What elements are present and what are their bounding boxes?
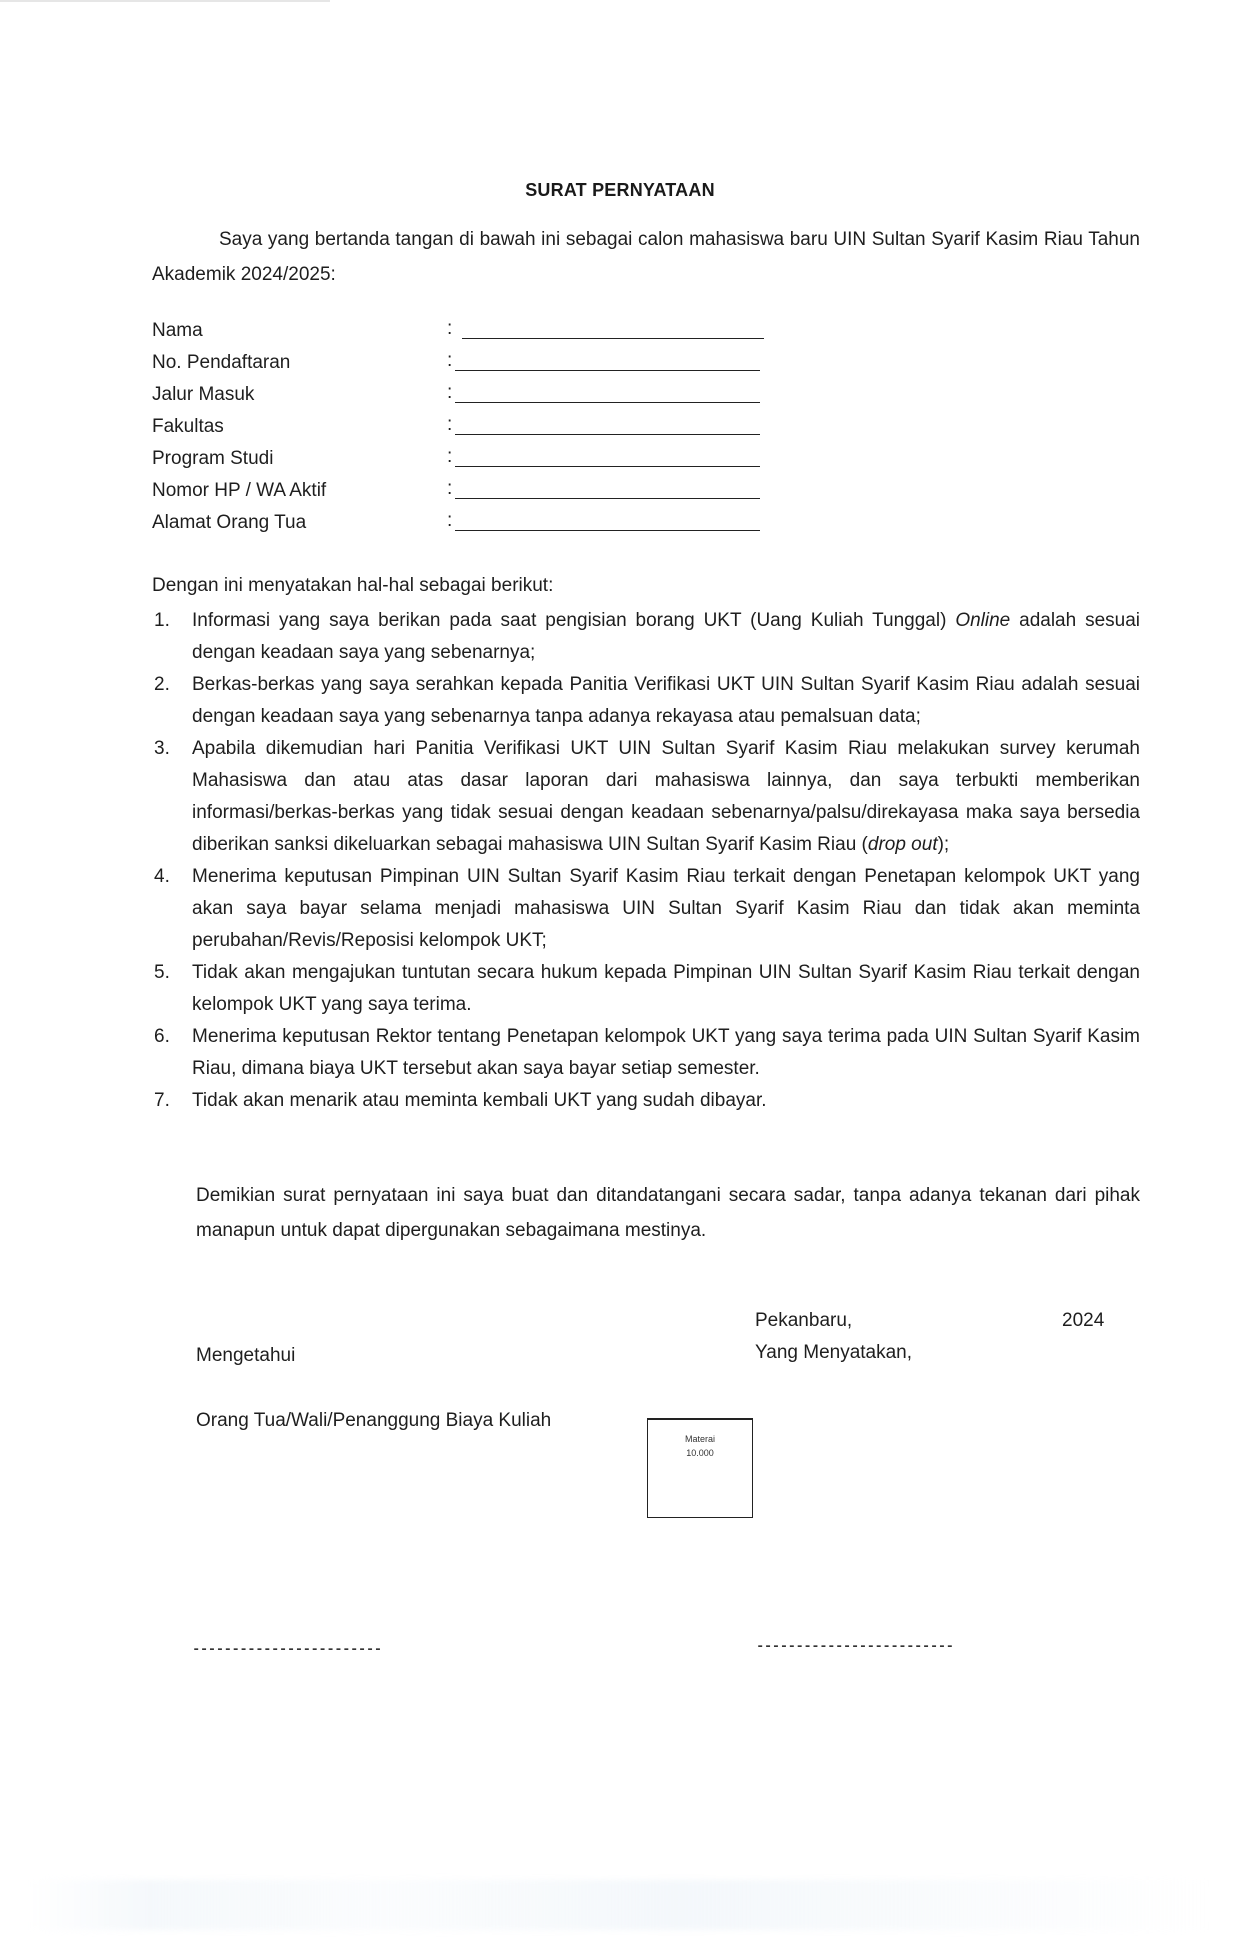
statement-item — [152, 861, 1140, 957]
field-program-studi — [152, 444, 772, 476]
field-colon: : — [447, 350, 453, 371]
identity-fields — [152, 316, 772, 540]
statement-item — [152, 957, 1140, 1021]
item-number: 4. — [154, 866, 170, 887]
field-label: Fakultas — [152, 416, 224, 437]
field-colon: : — [447, 446, 453, 467]
field-label: Jalur Masuk — [152, 384, 255, 405]
blank-line-program-studi[interactable] — [455, 466, 760, 467]
blank-line-alamat-orang-tua[interactable] — [455, 530, 760, 531]
scan-bleed-artifact — [30, 1880, 1210, 1930]
item-text: Informasi yang saya berikan pada saat pengisian borang UKT (Uang Kuliah Tunggal) — [192, 610, 956, 631]
blank-line-jalur-masuk[interactable] — [455, 402, 760, 403]
item-number: 5. — [154, 962, 170, 983]
guardian-label: Orang Tua/Wali/Penanggung Biaya Kuliah — [196, 1410, 552, 1431]
field-label: Alamat Orang Tua — [152, 512, 307, 533]
blank-line-fakultas[interactable] — [455, 434, 760, 435]
item-text: Tidak akan mengajukan tuntutan secara hukum kepada Pimpinan UIN Sultan Syarif Kasim Riau terkait dengan kelompok UKT yang saya terima. — [192, 962, 1140, 1015]
field-no-pendaftaran — [152, 348, 772, 380]
statement-item — [152, 733, 1140, 861]
statement-item — [152, 1021, 1140, 1085]
item-text-italic: drop out — [867, 834, 938, 855]
item-text: Tidak akan menarik atau meminta kembali UKT yang sudah dibayar. — [192, 1090, 767, 1111]
document-title: SURAT PERNYATAAN — [525, 180, 715, 200]
item-number: 6. — [154, 1026, 170, 1047]
declarer-label: Yang Menyatakan, — [755, 1342, 913, 1363]
field-nomor-hp — [152, 476, 772, 508]
item-text-italic: Online — [955, 610, 1011, 631]
item-text: Apabila dikemudian hari Panitia Verifikasi UKT UIN Sultan Syarif Kasim Riau melakukan survey kerumah Mahasiswa dan atau atas dasar laporan dari mahasiswa lainnya, dan saya terbukti memberikan informasi/berkas-berkas yang tidak sesuai dengan keadaan sebenarnya/palsu/direkayasa maka saya bersedia diberikan sanksi dikeluarkan sebagai mahasiswa UIN Sultan Syarif Kasim Riau ( — [192, 738, 1140, 855]
revenue-stamp-box — [647, 1418, 753, 1518]
statement-item — [152, 669, 1140, 733]
item-text-end: adalah sesuai dengan keadaan saya yang sebenarnya; — [192, 610, 1140, 663]
intro-text: Saya yang bertanda tangan di bawah ini sebagai calon mahasiswa baru UIN Sultan Syarif Kasim Riau Tahun Akademik 2024/2025: — [152, 229, 1140, 285]
field-colon: : — [447, 318, 453, 339]
field-label: Nomor HP / WA Aktif — [152, 480, 327, 501]
item-text: Menerima keputusan Rektor tentang Penetapan kelompok UKT yang saya terima pada UIN Sultan Syarif Kasim Riau, dimana biaya UKT tersebut akan saya bayar setiap semester. — [192, 1026, 1140, 1079]
statements-list — [152, 605, 1140, 1117]
field-nama — [152, 316, 772, 348]
stamp-value: 10.000 — [686, 1448, 714, 1458]
field-jalur-masuk — [152, 380, 772, 412]
statements-intro: Dengan ini menyatakan hal-hal sebagai berikut: — [152, 575, 554, 596]
statement-item — [152, 605, 1140, 669]
statement-item — [152, 1085, 1140, 1117]
blank-line-nama[interactable] — [462, 338, 764, 339]
blank-line-no-pendaftaran[interactable] — [455, 370, 760, 371]
signature-year: 2024 — [1062, 1310, 1105, 1331]
item-number: 3. — [154, 738, 170, 759]
scan-edge-artifact — [0, 0, 330, 2]
stamp-label: Materai — [684, 1434, 715, 1444]
field-fakultas — [152, 412, 772, 444]
field-colon: : — [447, 414, 453, 435]
intro-paragraph — [152, 222, 1140, 292]
field-colon: : — [447, 510, 453, 531]
field-colon: : — [447, 382, 453, 403]
field-alamat-orang-tua — [152, 508, 772, 540]
field-label: Nama — [152, 320, 203, 341]
known-by-label: Mengetahui — [196, 1345, 296, 1366]
place-date: Pekanbaru, — [755, 1310, 853, 1331]
guardian-signature-line: ------------------------ — [192, 1642, 382, 1658]
blank-line-nomor-hp[interactable] — [455, 498, 760, 499]
item-number: 2. — [154, 674, 170, 695]
item-number: 1. — [154, 610, 170, 631]
item-text: Menerima keputusan Pimpinan UIN Sultan Syarif Kasim Riau terkait dengan Penetapan kelompok UKT yang akan saya bayar selama menjadi mahasiswa UIN Sultan Syarif Kasim Riau dan tidak akan meminta perubahan/Revis/Reposisi kelompok UKT; — [192, 866, 1140, 951]
item-text: Berkas-berkas yang saya serahkan kepada Panitia Verifikasi UKT UIN Sultan Syarif Kasim Riau adalah sesuai dengan keadaan saya yang sebenarnya tanpa adanya rekayasa atau pemalsuan data; — [192, 674, 1140, 727]
closing-paragraph: Demikian surat pernyataan ini saya buat dan ditandatangani secara sadar, tanpa adanya tekanan dari pihak manapun untuk dapat dipergunakan sebagaimana mestinya. — [196, 1185, 1140, 1241]
field-label: No. Pendaftaran — [152, 352, 291, 373]
item-number: 7. — [154, 1090, 170, 1111]
declarer-signature-line: ------------------------- — [756, 1639, 954, 1655]
item-text-end: ); — [937, 834, 950, 855]
field-label: Program Studi — [152, 448, 274, 469]
field-colon: : — [447, 478, 453, 499]
